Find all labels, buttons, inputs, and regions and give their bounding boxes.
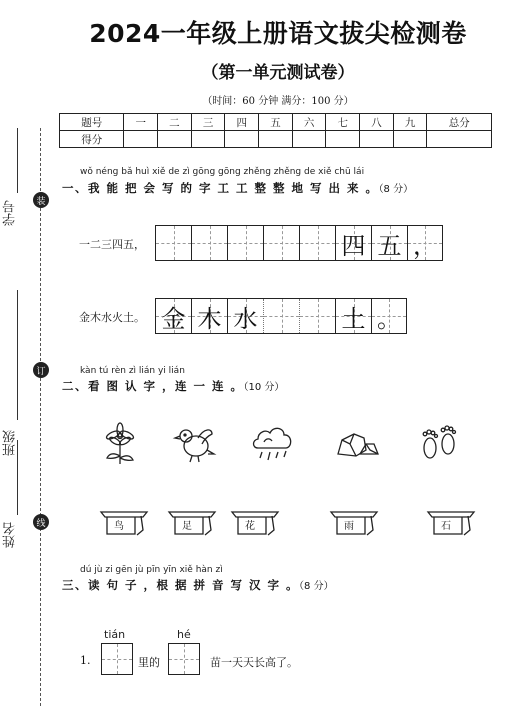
hat-label[interactable]: 石 — [441, 521, 451, 532]
exam-meta: （时间：60 分钟 满分：100 分） — [202, 96, 354, 107]
score-cell[interactable] — [225, 131, 259, 148]
seal-xian: 线 — [33, 514, 49, 530]
q2-points: （10 分） — [243, 382, 285, 393]
q1-pinyin: wǒ néng bǎ huì xiě de zì gōng gōng zhěng zhěng de xiě chū lái — [80, 167, 365, 177]
score-cell[interactable] — [326, 131, 360, 148]
binding-dashed-line — [40, 128, 41, 706]
q3-item1-mid: 里的 — [138, 656, 160, 669]
score-cell[interactable] — [427, 131, 492, 148]
writing-cell[interactable]: 土 — [335, 299, 371, 333]
score-cell[interactable] — [124, 131, 158, 148]
score-header-cell: 总分 — [427, 114, 492, 131]
q3-answer-box[interactable] — [168, 643, 200, 675]
q2-heading — [62, 378, 284, 394]
name-label: 姓名 — [3, 522, 18, 548]
score-header-cell: 五 — [259, 114, 293, 131]
score-header-cell: 六 — [292, 114, 326, 131]
q1-line1-prompt: 一二三四五， — [79, 238, 145, 251]
writing-cell[interactable] — [263, 226, 299, 260]
writing-cell[interactable]: 五 — [371, 226, 407, 260]
q3-points: （8 分） — [299, 581, 334, 592]
seal-zhuang: 装 — [33, 192, 49, 208]
q3-answer-box[interactable] — [101, 643, 133, 675]
writing-cell[interactable]: 木 — [191, 299, 227, 333]
score-cell[interactable] — [360, 131, 394, 148]
footprint-icon[interactable] — [416, 420, 462, 466]
hat-label[interactable]: 鸟 — [114, 521, 124, 532]
rain-cloud-icon[interactable] — [250, 420, 296, 466]
bird-icon[interactable] — [172, 420, 218, 466]
score-header-cell: 七 — [326, 114, 360, 131]
q1-points: （8 分） — [378, 184, 414, 195]
score-cell[interactable] — [292, 131, 326, 148]
student-number-label: 学号 — [3, 200, 18, 226]
q3-pinyin: dú jù zi gēn jù pīn yīn xiě hàn zì — [80, 565, 223, 575]
score-header-cell: 二 — [158, 114, 192, 131]
writing-cell[interactable] — [299, 299, 335, 333]
q2-text: 二、看 图 认 字 ，连 一 连 。 — [62, 379, 244, 393]
writing-cell[interactable]: 水 — [227, 299, 263, 333]
writing-cell[interactable] — [227, 226, 263, 260]
writing-cell[interactable] — [299, 226, 335, 260]
seal-ding: 订 — [33, 362, 49, 378]
q3-item1-pinyin1: tián — [104, 628, 126, 641]
q3-item1-pinyin2: hé — [177, 628, 191, 641]
score-cell[interactable] — [158, 131, 192, 148]
q3-text: 三、读 句 子 ，根 据 拼 音 写 汉 字 。 — [62, 578, 300, 592]
hat-label[interactable]: 足 — [182, 521, 192, 532]
writing-cell[interactable] — [263, 299, 299, 333]
score-table-header-row — [60, 114, 492, 131]
hat-label[interactable]: 雨 — [344, 521, 354, 532]
score-header-cell: 一 — [124, 114, 158, 131]
rock-icon[interactable] — [334, 420, 380, 466]
page-subtitle: （第一单元测试卷） — [201, 63, 355, 83]
q2-pinyin: kàn tú rèn zì lián yi lián — [80, 366, 185, 376]
q3-item1-number: 1. — [80, 654, 91, 667]
q1-line2-prompt: 金木水火土。 — [79, 311, 145, 324]
class-label: 班级 — [3, 430, 18, 456]
score-cell[interactable] — [259, 131, 293, 148]
score-table — [59, 113, 492, 148]
score-header-cell: 八 — [360, 114, 394, 131]
writing-cell[interactable]: 四 — [335, 226, 371, 260]
hat-label[interactable]: 花 — [245, 521, 255, 532]
q1-line2-grid — [155, 298, 407, 334]
writing-cell[interactable]: 。 — [371, 299, 407, 333]
score-header-cell: 三 — [191, 114, 225, 131]
q1-line1-grid — [155, 225, 443, 261]
score-header-cell: 题号 — [60, 114, 124, 131]
score-row-label: 得分 — [60, 131, 124, 148]
name-blank[interactable] — [17, 440, 18, 515]
q3-item1-tail: 苗一天天长高了。 — [210, 656, 298, 669]
flower-icon[interactable] — [97, 420, 143, 466]
score-header-cell: 九 — [393, 114, 427, 131]
writing-cell[interactable]: 金 — [155, 299, 191, 333]
student-number-blank[interactable] — [17, 128, 18, 193]
score-cell[interactable] — [191, 131, 225, 148]
writing-cell[interactable] — [155, 226, 191, 260]
writing-cell[interactable] — [191, 226, 227, 260]
score-table-score-row — [60, 131, 492, 148]
q3-heading — [62, 577, 334, 593]
q1-heading — [62, 180, 413, 196]
score-cell[interactable] — [393, 131, 427, 148]
page-title: 2024一年级上册语文拔尖检测卷 — [89, 19, 467, 48]
q1-text: 一、我 能 把 会 写 的 字 工 工 整 整 地 写 出 来 。 — [62, 181, 379, 195]
writing-cell[interactable]: ， — [407, 226, 443, 260]
class-blank[interactable] — [17, 290, 18, 420]
score-header-cell: 四 — [225, 114, 259, 131]
